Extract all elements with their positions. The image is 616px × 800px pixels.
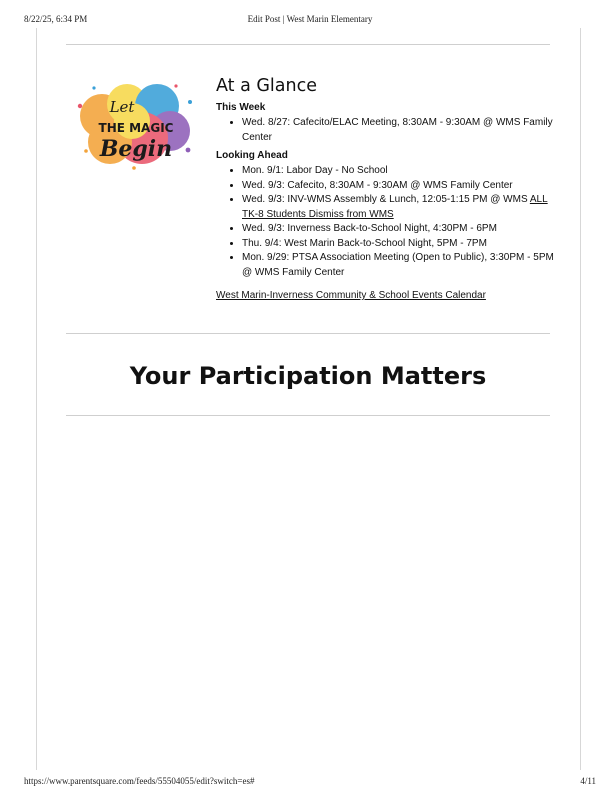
events-calendar-link[interactable]: West Marin-Inverness Community & School Events Calendar (216, 290, 486, 301)
magic-begin-logo (72, 76, 198, 174)
divider-middle (66, 333, 550, 334)
event-text: Wed. 9/3: INV-WMS Assembly & Lunch, 12:05-1:15 PM @ WMS (242, 194, 528, 205)
logo-text-the-magic: THE MAGIC (98, 121, 174, 135)
print-url: https://www.parentsquare.com/feeds/55504055/edit?switch=es# (24, 776, 255, 786)
list-item (242, 237, 556, 252)
looking-ahead-list (216, 164, 556, 280)
this-week-label: This Week (216, 102, 266, 113)
logo-text-let: Let (109, 98, 135, 116)
event-text: Wed. 8/27: Cafecito/ELAC Meeting, 8:30AM - 9:30AM @ WMS Family Center (242, 117, 553, 143)
this-week-list (216, 116, 556, 145)
section-title: Your Participation Matters (129, 362, 487, 390)
event-text: Mon. 9/1: Labor Day - No School (242, 165, 388, 176)
print-page-title: Edit Post | West Marin Elementary (247, 14, 373, 24)
list-item (242, 193, 556, 222)
list-item (242, 222, 556, 237)
list-item (242, 179, 556, 194)
list-item (242, 116, 556, 145)
print-footer (24, 776, 596, 790)
print-header (24, 14, 596, 28)
at-a-glance-section (216, 76, 556, 303)
list-item (242, 164, 556, 179)
print-page-number: 4/11 (580, 776, 596, 786)
divider-top (66, 44, 550, 45)
event-text: Mon. 9/29: PTSA Association Meeting (Open to Public), 3:30PM - 5PM @ WMS Family Center (242, 252, 554, 278)
logo-text-begin: Begin (99, 136, 173, 162)
event-text: Wed. 9/3: Cafecito, 8:30AM - 9:30AM @ WMS Family Center (242, 179, 513, 191)
divider-lower (66, 415, 550, 416)
event-text: Thu. 9/4: West Marin Back-to-School Night, 5PM - 7PM (242, 237, 487, 249)
looking-ahead-label: Looking Ahead (216, 150, 288, 161)
page-frame-left (36, 28, 37, 770)
print-datetime: 8/22/25, 6:34 PM (24, 14, 88, 24)
dismissal-note: ALL TK-8 Students Dismiss from WMS (242, 194, 548, 220)
at-a-glance-heading: At a Glance (216, 76, 318, 96)
event-text: Wed. 9/3: Inverness Back-to-School Night, 4:30PM - 6PM (242, 223, 497, 234)
page-frame-right (580, 28, 581, 770)
list-item (242, 251, 556, 280)
